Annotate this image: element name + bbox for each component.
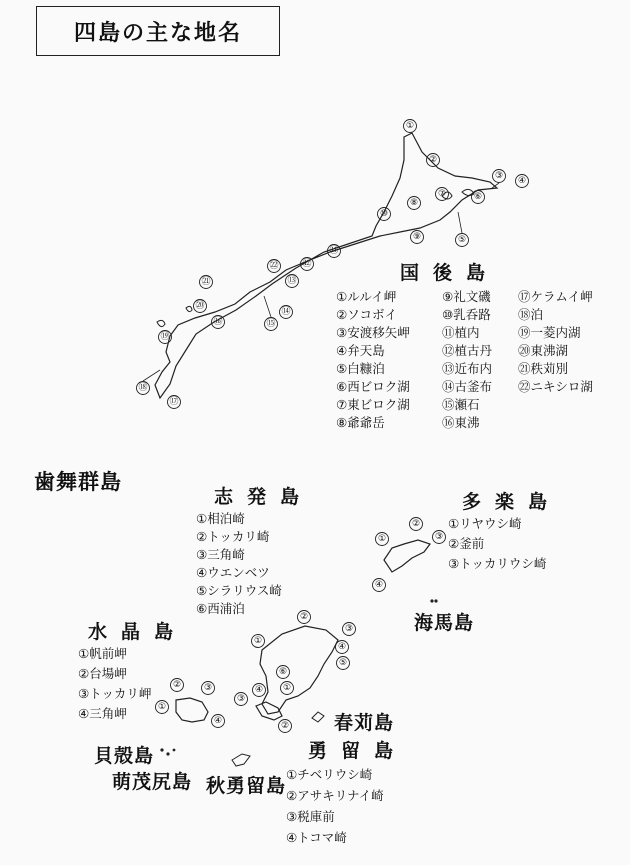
place-item: ⑩乳呑路: [442, 307, 491, 322]
shikotan-marker-2: ②: [299, 612, 309, 622]
taraku-marker-4: ④: [374, 580, 384, 590]
place-item: ④弁天島: [336, 343, 385, 358]
kunashiri-marker-10: ⑩: [379, 209, 389, 219]
kunashiri-marker-12: ⑫: [302, 259, 312, 269]
place-item: ①帆前岬: [78, 646, 127, 661]
place-item: ①リヤウシ崎: [448, 516, 522, 531]
kunashiri-place-list-col2: [442, 288, 492, 432]
kunashiri-marker-1: ①: [405, 121, 415, 131]
suisho-marker-1: ①: [157, 702, 167, 712]
harukari-heading: 春苅島: [334, 712, 395, 734]
place-item: ②台場岬: [78, 666, 127, 681]
kunashiri-marker-13: ⑬: [287, 276, 297, 286]
kunashiri-place-list-col1: [336, 288, 410, 432]
place-item: ②アサキリナイ崎: [286, 788, 384, 803]
kunashiri-lake-3: [157, 320, 165, 326]
taraku-markers: [373, 518, 446, 592]
kunashiri-heading: 国後島: [400, 262, 500, 284]
place-item: ⑥西ビロク湖: [336, 379, 410, 394]
leader-line: [458, 212, 462, 233]
place-item: ③トッカリウシ崎: [448, 556, 547, 571]
shikotan-marker-3: ③: [344, 624, 354, 634]
yuri-heading: 勇留島: [308, 740, 408, 762]
leader-line: [264, 296, 271, 317]
kunashiri-lake-4: [186, 306, 192, 311]
place-item: ④三角岬: [78, 706, 127, 721]
suisho-place-list: [78, 644, 151, 724]
kunashiri-marker-14: ⑭: [281, 307, 291, 317]
shikotan-place-list: [196, 510, 282, 618]
place-item: ⑪植内: [442, 325, 480, 340]
kunashiri-marker-9: ⑨: [412, 232, 422, 242]
place-item: ③トッカリ岬: [78, 686, 152, 701]
place-item: ⑧爺爺岳: [336, 415, 385, 430]
yuri-marker-2: ②: [280, 721, 290, 731]
shikotan-marker-6: ⑥: [278, 667, 288, 677]
akiyuri-heading: 秋勇留島: [206, 775, 287, 797]
akiyuri-island-shape: [232, 754, 250, 766]
kunashiri-marker-21: ㉑: [201, 277, 211, 287]
place-item: ①チベリウシ崎: [286, 767, 373, 782]
suisho-marker-4: ④: [213, 716, 223, 726]
kunashiri-marker-20: ⑳: [195, 301, 205, 311]
yuri-marker-3: ③: [236, 694, 246, 704]
kunashiri-marker-22: ㉒: [269, 261, 279, 271]
place-item: ①相泊崎: [196, 511, 245, 526]
place-item: ⑱泊: [518, 307, 544, 322]
place-item: ⑬近布内: [442, 361, 493, 376]
kunashiri-marker-11: ⑪: [329, 246, 339, 256]
place-item: ⑯東沸: [442, 415, 480, 430]
kunashiri-place-list-col3: [518, 288, 593, 396]
place-item: ⑭古釜布: [442, 379, 493, 394]
shikotan-marker-1: ①: [253, 636, 263, 646]
taraku-heading: 多楽島: [462, 491, 562, 513]
place-item: ⑫植古丹: [442, 343, 493, 358]
habomai-heading: 歯舞群島: [34, 470, 122, 494]
kunashiri-marker-3: ③: [494, 171, 504, 181]
place-item: ①ルルイ岬: [336, 289, 397, 304]
place-item: ⑮瀬石: [442, 397, 480, 412]
kunashiri-marker-17: ⑰: [169, 397, 179, 407]
taraku-marker-1: ①: [377, 534, 387, 544]
yuri-marker-1: ①: [282, 683, 292, 693]
place-item: ⑥西浦泊: [196, 601, 245, 616]
place-item: ⑤白糠泊: [336, 361, 385, 376]
shikotan-marker-5: ⑤: [338, 658, 348, 668]
taraku-marker-2: ②: [411, 519, 421, 529]
yuri-place-list: [286, 764, 384, 848]
shikotan-heading: 志発島: [214, 486, 314, 508]
kunashiri-marker-6: ⑥: [473, 192, 483, 202]
suisho-island-shape: [176, 698, 208, 722]
kaiba-heading: 海馬島: [414, 612, 475, 634]
taraku-place-list: [448, 514, 546, 574]
place-item: ⑳東沸湖: [518, 343, 569, 358]
kunashiri-marker-16: ⑯: [213, 317, 223, 327]
place-item: ③三角崎: [196, 547, 245, 562]
place-item: ②ソコボイ: [336, 307, 397, 322]
shikotan-marker-4: ④: [337, 642, 347, 652]
place-item: ②トッカリ崎: [196, 529, 270, 544]
suisho-heading: 水晶島: [88, 621, 188, 643]
place-item: ④ウエンベツ: [196, 565, 270, 580]
kunashiri-marker-15: ⑮: [266, 319, 276, 329]
taraku-island-shape: [384, 540, 430, 572]
kunashiri-marker-19: ⑲: [160, 332, 170, 342]
kunashiri-marker-7: ⑦: [437, 189, 447, 199]
place-item: ⑨礼文磯: [442, 289, 491, 304]
kunashiri-marker-5: ⑤: [457, 235, 467, 245]
taraku-marker-3: ③: [434, 532, 444, 542]
kunashiri-marker-4: ④: [517, 176, 527, 186]
kaigara-heading: 貝殻島: [94, 745, 155, 767]
page-title: 四島の主な地名: [36, 6, 280, 56]
place-item: ⑦東ビロク湖: [336, 397, 410, 412]
place-item: ③安渡移矢岬: [336, 325, 410, 340]
place-item: ④トコマ崎: [286, 830, 347, 845]
suisho-marker-3: ③: [203, 683, 213, 693]
yuri-marker-4: ④: [254, 685, 264, 695]
place-item: ⑲一菱内湖: [518, 325, 581, 340]
suisho-marker-2: ②: [172, 680, 182, 690]
kunashiri-marker-8: ⑧: [409, 198, 419, 208]
kunashiri-marker-2: ②: [428, 155, 438, 165]
harukari-island-shape: [312, 712, 324, 722]
place-item: ⑤シラリウス崎: [196, 583, 282, 598]
shikotan-island-shape: [260, 626, 338, 714]
place-item: ㉑秩苅別: [518, 361, 569, 376]
place-item: ㉒ニキシロ湖: [518, 379, 593, 394]
place-item: ②釜前: [448, 536, 485, 551]
place-item: ⑰ケラムイ岬: [518, 289, 593, 304]
kaigara-island-shape: [160, 748, 175, 755]
kunashiri-marker-18: ⑱: [138, 383, 148, 393]
place-item: ③税庫前: [286, 809, 335, 824]
kaiba-island-shape: [430, 599, 437, 602]
moemoshiri-heading: 萌茂尻島: [112, 771, 193, 793]
